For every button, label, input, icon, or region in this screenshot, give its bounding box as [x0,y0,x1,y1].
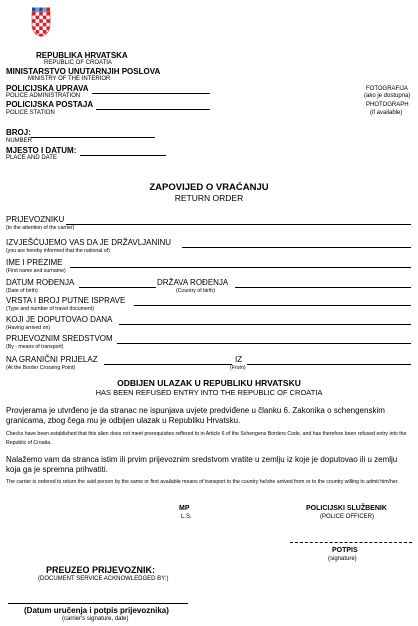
police-admin-field[interactable] [92,93,210,94]
ministry-title-en: MINISTRY OF THE INTERIOR [28,76,111,82]
police-station-label: POLICIJSKA POSTAJA [6,100,94,109]
delivery-label-en: (carrier's signature, date) [62,616,129,622]
cob-label-en: (Country of birth) [176,288,215,294]
order-paragraph-en: The carrier is ordered to return the said person by the same or first available means of transport to the country he/she arrived from or to the country willing to admit him/her. [6,479,399,485]
arrived-label-en: (Having arrived on) [6,325,51,331]
police-admin-label-en: POLICE ADMINISTRATION [6,93,81,99]
document-label-en: (Type and number of travel document) [6,306,94,312]
croatian-coat-of-arms-icon [31,7,51,37]
delivery-label: (Datum uručenja i potpis prijevoznika) [24,606,169,615]
arrived-field[interactable] [119,324,411,325]
signature-label: POTPIS [332,547,358,554]
stamp-label: MP [179,505,190,512]
republic-title: REPUBLIKA HRVATSKA [36,51,128,60]
police-station-field[interactable] [96,109,210,110]
police-station-label-en: POLICE STATION [6,110,55,116]
place-date-field[interactable] [80,155,166,156]
transport-label-en: (By - means of transport) [6,344,64,350]
carrier-label: PRIJEVOZNIKU [6,215,65,224]
signature-label-en: (signature) [328,556,357,562]
crossing-field[interactable] [104,364,232,365]
crossing-label: NA GRANIČNI PRIJELAZ [6,355,98,364]
transport-label: PRIJEVOZNIM SREDSTVOM [6,334,113,343]
document-label: VRSTA I BROJ PUTNE ISPRAVE [6,296,126,305]
document-title-en: RETURN ORDER [174,193,244,203]
photo-note-en: (if available) [370,110,403,116]
number-field[interactable] [31,137,155,138]
refused-title-en: HAS BEEN REFUSED ENTRY INTO THE REPUBLIC OF CROATIA [95,388,323,397]
officer-label: POLICIJSKI SLUŽBENIK [306,505,387,512]
nationality-field[interactable] [182,247,411,248]
officer-signature-field[interactable] [290,542,412,543]
received-label: PREUZEO PRIJEVOZNIK: [46,565,156,575]
name-field[interactable] [70,267,411,268]
republic-title-en: REPUBLIC OF CROATIA [44,60,112,66]
checks-paragraph: Provjerama je utvrđeno je da stranac ne ispunjava uvjete predviđene u članku 6. Zakonika o schengenskim granicama, zbog čega mu je odbijen ulazak u Republiku Hrvatsku. [6,406,385,425]
informed-label-en: (you are hereby informed that the national of) [6,248,110,254]
dob-label: DATUM ROĐENJA [6,278,75,287]
from-label: IZ [235,355,243,364]
number-label: BROJ: [6,128,31,137]
name-label: IME I PREZIME [6,258,63,267]
number-label-en: NUMBER [6,138,33,144]
document-field[interactable] [134,305,411,306]
cob-label: DRŽAVA ROĐENJA [157,278,229,287]
photo-label-en: PHOTOGRAPH [366,102,409,108]
order-paragraph: Nalažemo vam da stranca istim ili prvim prijevoznim sredstvom vratite u zemlju iz koje je doputovao ili u zemlju koja ga je spremna prihvatiti. [6,455,398,474]
officer-label-en: (POLICE OFFICER) [320,514,375,520]
photo-label: FOTOGRAFIJA [366,86,408,92]
photo-note: (ako je dostupna) [364,93,411,99]
from-label-en: (From) [230,365,246,371]
place-date-label: MJESTO I DATUM: [6,146,77,155]
carrier-label-en: (to the attention of the carrier) [6,225,75,231]
stamp-label-en: L.S. [181,514,192,520]
refused-title: ODBIJEN ULAZAK U REPUBLIKU HRVATSKU [117,378,301,388]
carrier-field[interactable] [66,224,411,225]
place-date-label-en: PLACE AND DATE [6,155,57,161]
checks-paragraph-en: Checks have been established that this alien does not meet prerequisites reffered to in Article 6 of the Schengens Borders Code, and has therefore been refused entry into the Republic of Croatia. [6,431,407,446]
police-admin-label: POLICIJSKA UPRAVA [6,84,89,93]
received-label-en: (DOCUMENT SERVICE ACKNOWLEDGED BY:) [38,576,169,582]
name-label-en: (First name and surname) [6,268,66,274]
dob-label-en: (Date of birth) [6,288,38,294]
transport-field[interactable] [117,343,411,344]
arrived-label: KOJI JE DOPUTOVAO DANA [6,315,113,324]
crossing-label-en: (At the Border Crossing Point) [6,365,76,371]
document-title: ZAPOVIJED O VRAĆANJU [149,182,269,193]
dob-field[interactable] [79,287,156,288]
from-field[interactable] [247,364,411,365]
carrier-signature-field[interactable] [8,603,188,604]
cob-field[interactable] [235,287,411,288]
informed-label: IZVJEŠĆUJEMO VAS DA JE DRŽAVLJANINU [6,238,172,247]
ministry-title: MINISTARSTVO UNUTARNJIH POSLOVA [6,67,161,76]
